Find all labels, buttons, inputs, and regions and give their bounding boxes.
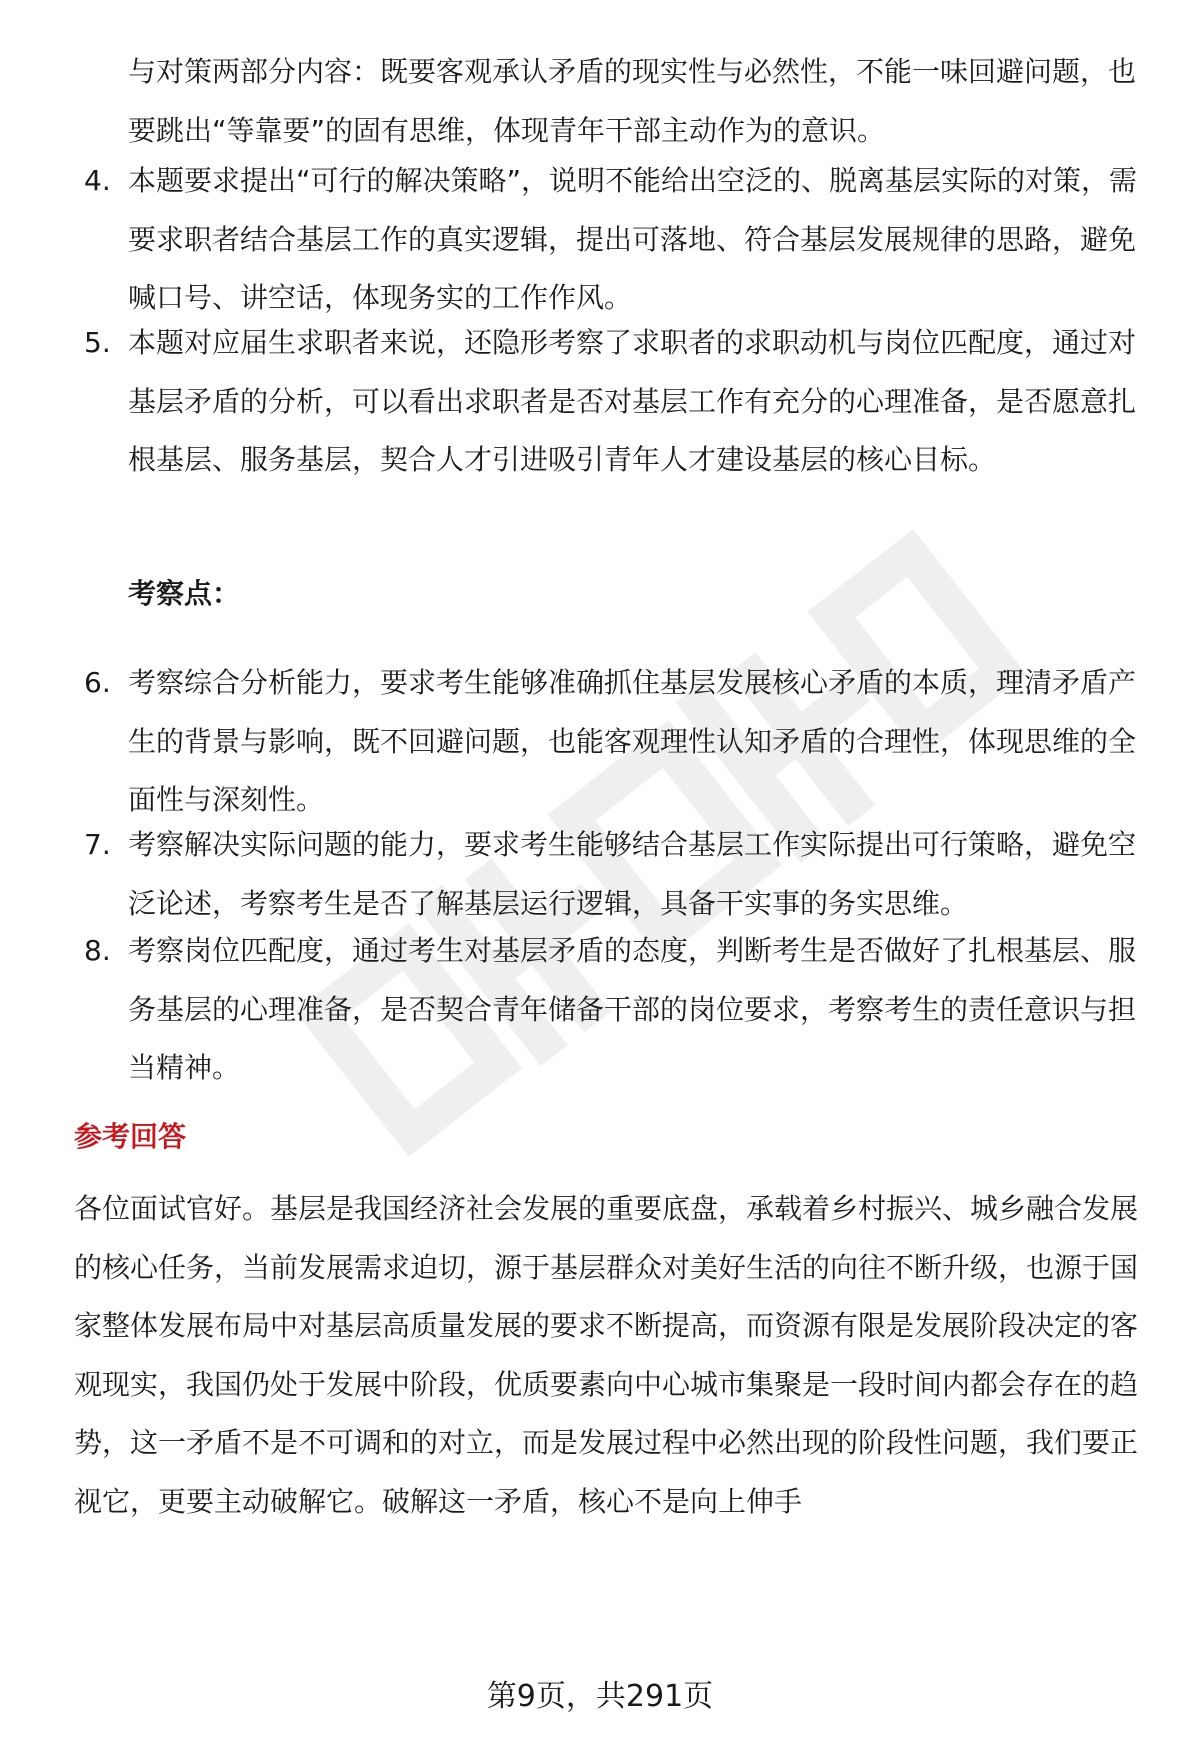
list-item-text: 考察岗位匹配度，通过考生对基层矛盾的态度，判断考生是否做好了扎根基层、服务基层的心理准备，是否契合青年储备干部的岗位要求，考察考生的责任意识与担当精神。 — [128, 934, 1137, 1084]
list-item-text: 考察解决实际问题的能力，要求考生能够结合基层工作实际提出可行策略，避免空泛论述，考察考生是否了解基层运行逻辑，具备干实事的务实思维。 — [128, 828, 1137, 920]
list-item-number: 4. — [84, 164, 111, 197]
continued-item-text: 与对策两部分内容：既要客观承认矛盾的现实性与必然性，不能一味回避问题，也要跳出“等靠要”的固有思维，体现青年干部主动作为的意识。 — [128, 55, 1137, 147]
page-footer: 第9页，共291页 — [486, 1679, 714, 1714]
list-item-text: 考察综合分析能力，要求考生能够准确抓住基层发展核心矛盾的本质，理清矛盾产生的背景与影响，既不回避问题，也能客观理性认知矛盾的合理性，体现思维的全面性与深刻性。 — [128, 666, 1137, 816]
answer-paragraph: 各位面试官好。基层是我国经济社会发展的重要底盘，承载着乡村振兴、城乡融合发展的核心任务，当前发展需求迫切，源于基层群众对美好生活的向往不断升级，也源于国家整体发展布局中对基层高质量发展的要求不断提高，而资源有限是发展阶段决定的客观现实，我国仍处于发展中阶段，优质要素向中心城市集聚是一段时间内都会存在的趋势，这一矛盾不是不可调和的对立，而是发展过程中必然出现的阶段性问题，我们要正视它，更要主动破解它。破解这一矛盾，核心不是向上伸手 — [74, 1192, 1139, 1518]
list-item-number: 7. — [84, 828, 111, 861]
section-subheading: 考察点： — [128, 577, 241, 610]
list-item-number: 6. — [84, 666, 111, 699]
answer-heading: 参考回答 — [74, 1120, 187, 1153]
list-item-number: 8. — [84, 934, 111, 967]
list-item-number: 5. — [84, 326, 111, 359]
list-item-text: 本题对应届生求职者来说，还隐形考察了求职者的求职动机与岗位匹配度，通过对基层矛盾的分析，可以看出求职者是否对基层工作有充分的心理准备，是否愿意扎根基层、服务基层，契合人才引进吸引青年人才建设基层的核心目标。 — [128, 326, 1137, 476]
list-item-text: 本题要求提出“可行的解决策略”，说明不能给出空泛的、脱离基层实际的对策，需要求职者结合基层工作的真实逻辑，提出可落地、符合基层发展规律的思路，避免喊口号、讲空话，体现务实的工作作风。 — [128, 164, 1138, 314]
